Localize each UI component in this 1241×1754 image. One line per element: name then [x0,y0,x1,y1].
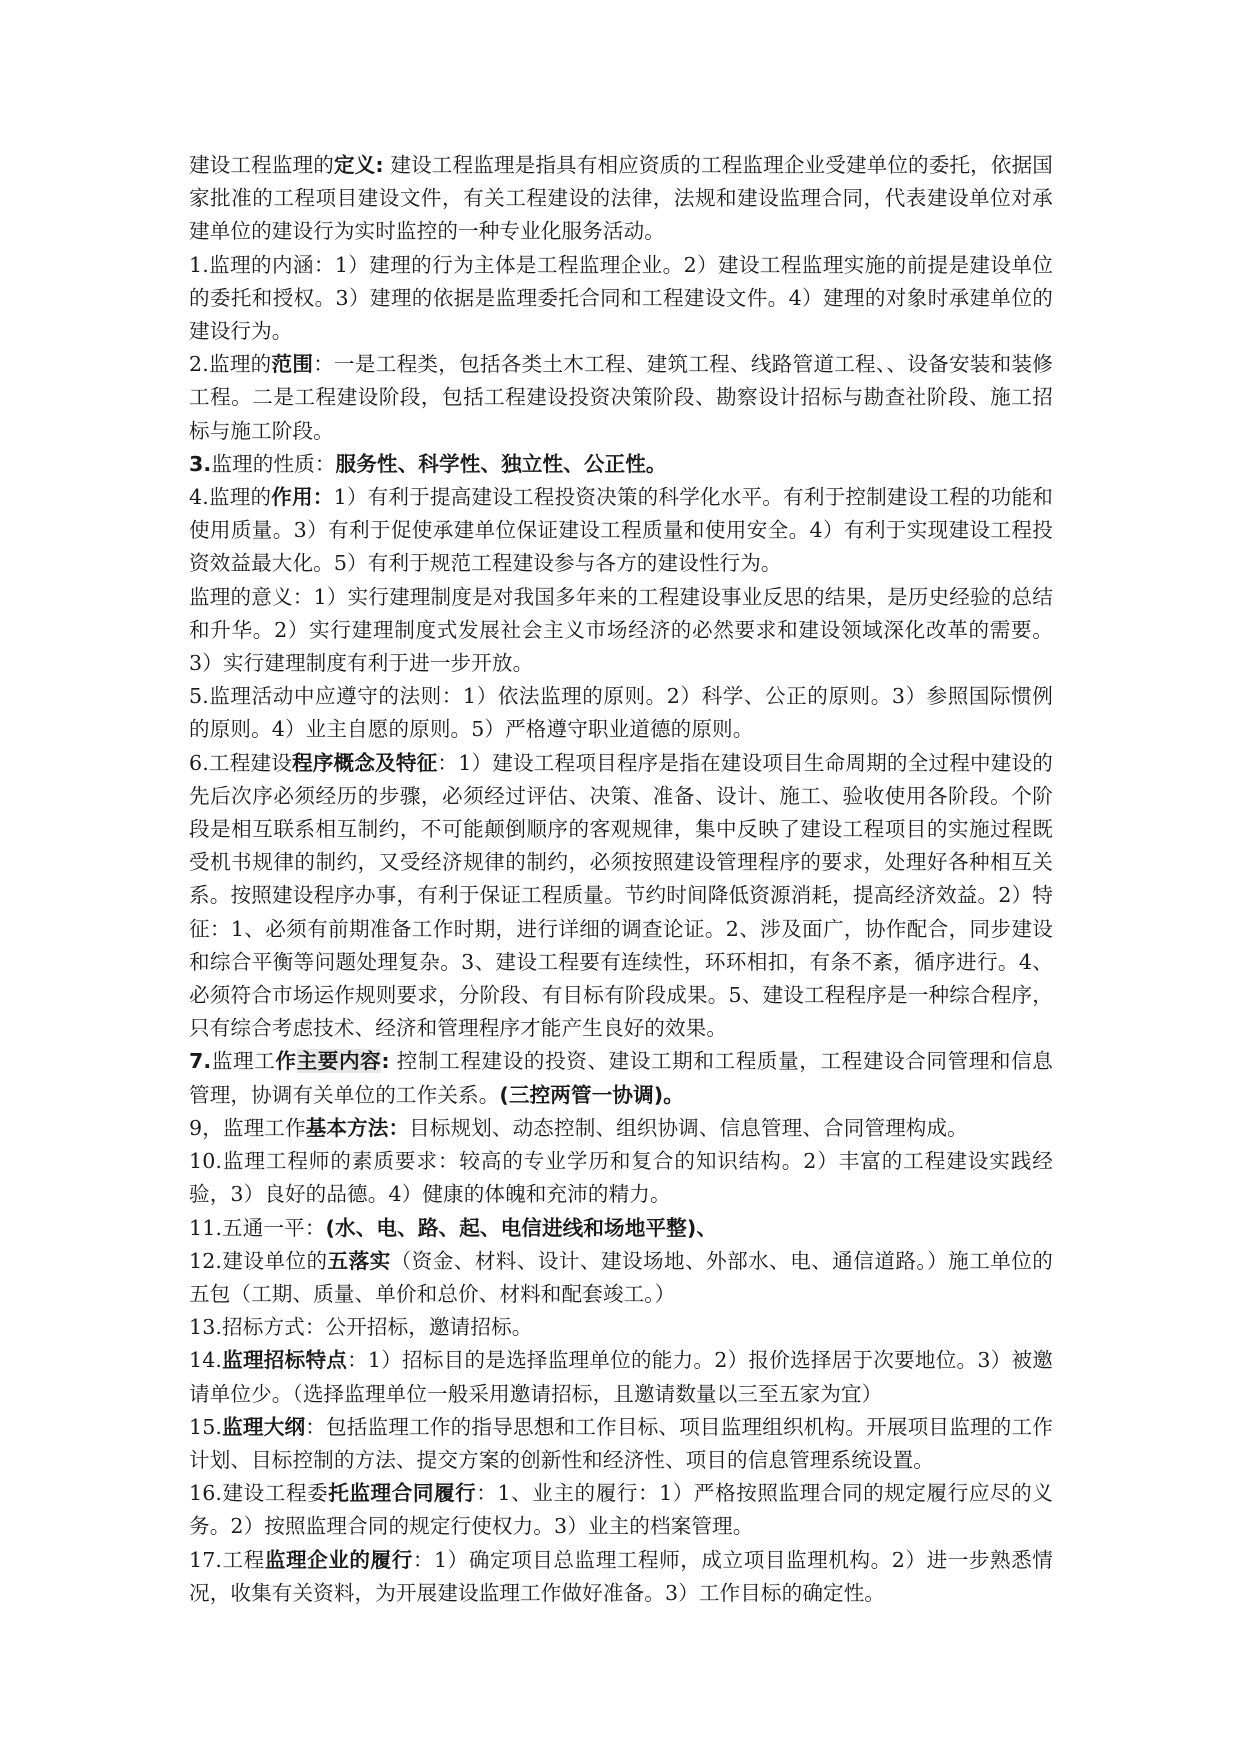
text-run: ：1、业主的履行：1）严格按照监理合同的规定履行应尽的义务。2）按照监理合同的规定行使权力。3）业主的档案管理。 [189,1481,1053,1539]
text-run: 6.工程建设 [189,750,293,775]
text-run: 建设工程监理是指具有相应资质的工程监理企业受建单位的委托，依据国家批准的工程项目建设文件，有关工程建设的法律，法规和建设监理合同，代表建设单位对承建单位的建设行为实时监控的一种专业化服务活动。 [189,153,1054,244]
text-run: 控制工程建设的投资、建设工期和工程质量，工程建设合同管理和信息管理，协调有关单位的工作关系。 [189,1049,1053,1107]
text-run: 16.建设工程委 [189,1481,329,1506]
bold-text-run: 范围 [271,352,314,377]
paragraph-p11 [189,1212,1053,1245]
paragraph-p14 [189,1344,1053,1410]
text-run: ：一是工程类，包括各类土木工程、建筑工程、线路管道工程、、设备安装和装修工程。二是工程建设阶段，包括工程建设投资决策阶段、勘察设计招标与勘查社阶段、施工招标与施工阶段。 [189,352,1053,443]
text-run: ：包括监理工作的指导思想和工作目标、项目监理组织机构。开展项目监理的工作计划、目标控制的方法、提交方案的创新性和经济性、项目的信息管理系统设置。 [189,1414,1053,1472]
text-run: 1.监理的内涵：1）建理的行为主体是工程监理企业。2）建设工程监理实施的前提是建设单位的委托和授权。3）建理的依据是监理委托合同和工程建设文件。4）建理的对象时承建单位的建设行为。 [189,252,1053,344]
paragraph-p13 [189,1311,1053,1344]
bold-text-run: 作用： [271,485,334,510]
bold-text-run: (水、电、路、起、电信进线和场地平整)、 [325,1215,718,1240]
bold-text-run: 五落实 [327,1248,391,1273]
bold-text-run: : [381,1049,390,1074]
bold-text-run: 服务性、科学性、独立性、公正性。 [335,451,667,476]
text-run: 12.建设单位的 [189,1248,328,1273]
document-body [189,149,1053,1610]
paragraph-p2 [189,348,1053,448]
text-run: ：1）招标目的是选择监理单位的能力。2）报价选择居于次要地位。3）被邀请单位少。（选择监理单位一般采用邀请招标，且邀请数量以三至五家为宜） [189,1348,1053,1406]
text-run: 15. [189,1414,223,1439]
text-run: 11.五通一平： [189,1215,326,1240]
text-run: （资金、材料、设计、建设场地、外部水、电、通信道路。）施工单位的五包（工期、质量、单价和总价、材料和配套竣工。） [189,1248,1053,1306]
text-run: 4.监理的 [189,485,272,510]
text-run: 17.工程 [189,1547,265,1572]
bold-text-run: 基本方法： [305,1115,410,1140]
bold-text-run: 3. [189,451,212,476]
paragraph-p15 [189,1411,1053,1477]
bold-text-run: 监理大纲 [222,1414,306,1439]
text-run: 建设工程监理的 [189,153,334,177]
paragraph-p6 [189,747,1053,1046]
text-run: ：1）建设工程项目程序是指在建设项目生命周期的全过程中建设的先后次序必须经历的步骤，必须经过评估、决策、准备、设计、施工、验收使用各阶段。个阶段是相互联系相互制约，不可能颠倒顺序的客观规律，集中反映了建设工程项目的实施过程既受机书规律的制约，又受经济规律的制约，必须按照建设管理程序的要求，处理好各种相互关系。按照建设程序办事，有利于保证工程质量。节约时间降低资源消耗，提高经济效益。2）特征：1、必须有前期准备工作时期，进行详细的调查论证。2、涉及面广，协作配合，同步建设和综合平衡等问题处理复杂。3、建设工程要有连续性，环环相扣，有条不紊，循序进行。4、必须符合市场运作规则要求，分阶段、有目标有阶段成果。5、建设工程程序是一种综合程序，只有综合考虑技术、经济和管理程序才能产生良好的效果。 [189,750,1053,1041]
paragraph-p17 [189,1544,1053,1610]
text-run: 监理工 [211,1049,276,1074]
paragraph-p4 [189,481,1053,581]
text-run: 13.招标方式：公开招标，邀请招标。 [189,1315,533,1340]
text-run: 目标规划、动态控制、组织协调、信息管理、合同管理构成。 [409,1115,968,1140]
bold-text-run: 7. [189,1049,212,1074]
bold-text-run: 作 [275,1049,297,1074]
paragraph-significance [189,581,1053,681]
bold-text-run: 监理招标特点 [222,1348,348,1373]
bold-text-run: 程序概念及特征 [292,750,438,775]
paragraph-p1 [189,249,1053,349]
text-run: 监理的性质： [211,451,336,476]
bold-text-run: 定义 [333,153,376,177]
bold-text-run: : [375,153,384,177]
bold-text-run: (三控两管一协调)。 [499,1082,684,1107]
text-run: 5.监理活动中应遵守的法则：1）依法监理的原则。2）科学、公正的原则。3）参照国际惯例的原则。4）业主自愿的原则。5）严格遵守职业道德的原则。 [189,684,1053,742]
text-run: 9，监理工作 [189,1115,306,1140]
paragraph-p12 [189,1245,1053,1311]
paragraph-p5 [189,680,1053,746]
text-run: 14. [189,1348,223,1373]
paragraph-p9 [189,1112,1053,1145]
paragraph-p7 [189,1045,1053,1111]
text-run: ：1）确定项目总监理工程师，成立项目监理机构。2）进一步熟悉情况，收集有关资料，为开展建设监理工作做好准备。3）工作目标的确定性。 [189,1547,1053,1605]
bold-text-run: 主要内容 [296,1049,382,1074]
text-run: 1）有利于提高建设工程投资决策的科学化水平。有利于控制建设工程的功能和使用质量。3）有利于促使承建单位保证建设工程质量和使用安全。4）有利于实现建设工程投资效益最大化。5）有利于规范工程建设参与各方的建设性行为。 [189,485,1053,576]
paragraph-p16 [189,1477,1053,1543]
bold-text-run: 监理企业的履行 [264,1547,413,1572]
text-run: 10.监理工程师的素质要求：较高的专业学历和复合的知识结构。2）丰富的工程建设实践经验，3）良好的品德。4）健康的体魄和充沛的精力。 [189,1149,1053,1207]
bold-text-run: 托监理合同履行 [328,1481,477,1506]
paragraph-p10 [189,1145,1053,1211]
text-run: 监理的意义：1）实行建理制度是对我国多年来的工程建设事业反思的结果，是历史经验的总结和升华。2）实行建理制度式发展社会主义市场经济的必然要求和建设领域深化改革的需要。3）实行建理制度有利于进一步开放。 [189,584,1053,676]
text-run: 2.监理的 [189,352,272,377]
paragraph-p3 [189,448,1053,481]
paragraph-definition [189,149,1053,249]
